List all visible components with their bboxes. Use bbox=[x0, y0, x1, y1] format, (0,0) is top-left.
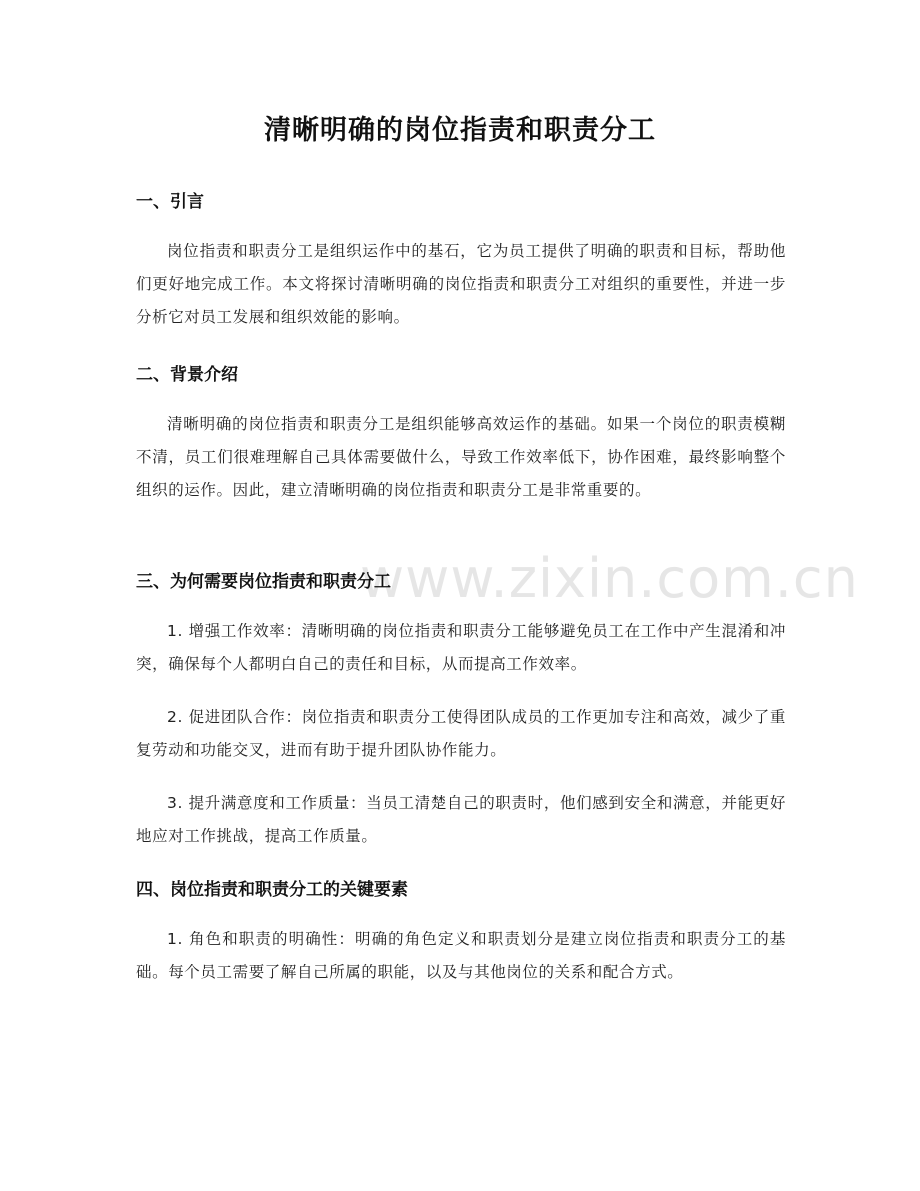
section-heading: 一、引言 bbox=[136, 192, 204, 212]
list-item: 2. 促进团队合作：岗位指责和职责分工使得团队成员的工作更加专注和高效，减少了重复劳动和功能交叉，进而有助于提升团队协作能力。 bbox=[136, 708, 786, 759]
list-item: 1. 角色和职责的明确性：明确的角色定义和职责划分是建立岗位指责和职责分工的基础。每个员工需要了解自己所属的职能，以及与其他岗位的关系和配合方式。 bbox=[136, 930, 786, 981]
section-paragraph: 清晰明确的岗位指责和职责分工是组织能够高效运作的基础。如果一个岗位的职责模糊不清，员工们很难理解自己具体需要做什么，导致工作效率低下，协作困难，最终影响整个组织的运作。因此，建立清晰明确的岗位指责和职责分工是非常重要的。 bbox=[136, 415, 786, 499]
section-introduction bbox=[136, 190, 786, 334]
section-background bbox=[136, 363, 786, 507]
section-paragraph: 岗位指责和职责分工是组织运作中的基石，它为员工提供了明确的职责和目标，帮助他们更好地完成工作。本文将探讨清晰明确的岗位指责和职责分工对组织的重要性，并进一步分析它对员工发展和组织效能的影响。 bbox=[136, 242, 786, 326]
section-key-elements bbox=[136, 878, 786, 989]
document-title: 清晰明确的岗位指责和职责分工 bbox=[264, 115, 656, 146]
section-why-needed bbox=[136, 570, 786, 853]
list-item: 3. 提升满意度和工作质量：当员工清楚自己的职责时，他们感到安全和满意，并能更好地应对工作挑战，提高工作质量。 bbox=[136, 794, 786, 845]
section-heading: 二、背景介绍 bbox=[136, 365, 238, 385]
watermark: www.zixin.com.cn bbox=[360, 547, 859, 610]
section-heading: 四、岗位指责和职责分工的关键要素 bbox=[136, 880, 408, 900]
section-heading: 三、为何需要岗位指责和职责分工 bbox=[136, 572, 391, 592]
list-item: 1. 增强工作效率：清晰明确的岗位指责和职责分工能够避免员工在工作中产生混淆和冲突，确保每个人都明白自己的责任和目标，从而提高工作效率。 bbox=[136, 622, 786, 673]
